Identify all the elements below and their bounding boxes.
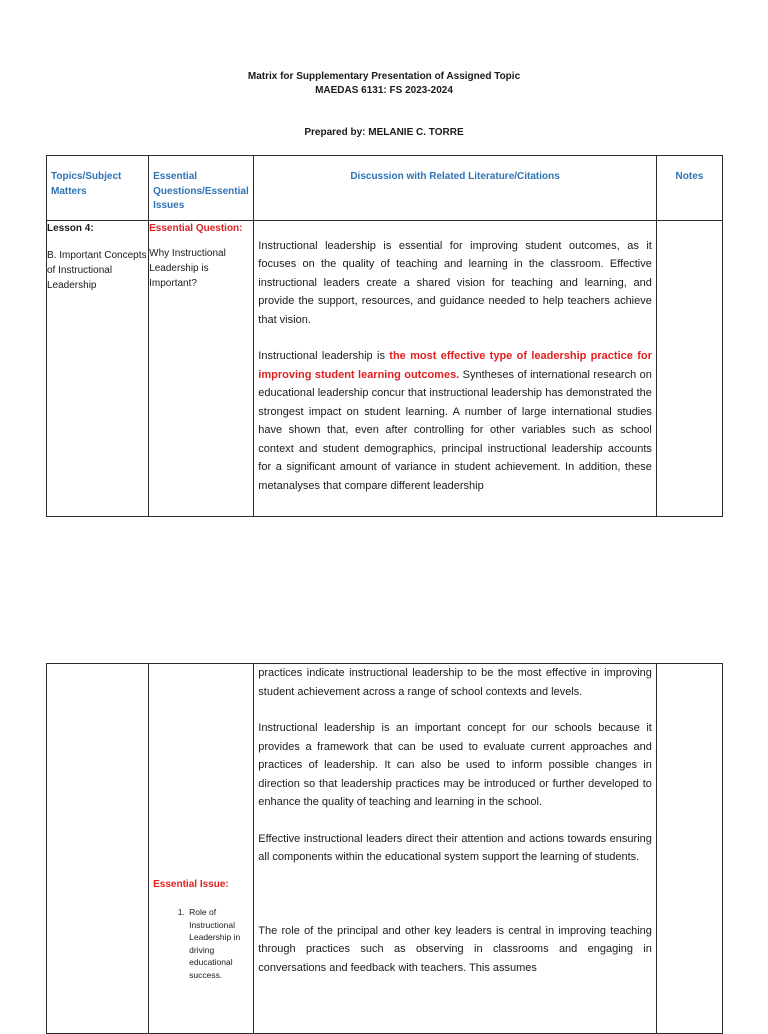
essential-issue-label: Essential Issue: xyxy=(153,879,229,890)
notes-cell xyxy=(656,664,722,1034)
essential-question-text: Why Instructional Leadership is Important? xyxy=(149,247,226,289)
essential-cell xyxy=(149,664,254,1034)
essential-cell xyxy=(149,220,254,516)
header-discussion: Discussion with Related Literature/Citations xyxy=(254,156,657,221)
topic-cell xyxy=(47,220,149,516)
paragraph-text: Syntheses of international research on educational leadership concur that instructional leadership has demonstrated the strongest impact on student learning. A number of large international studies have shown that, even after controlling for other variables such as school context and student demographics, principal instructional leadership accounts for a significant amount of variance in student achievement. In addition, these metanalyses that compare different leadership xyxy=(258,368,652,492)
discussion-paragraph: Instructional leadership is essential for improving student outcomes, as it focuses on the quality of teaching and learning in the classroom. Effective instructional leaders create a shared vision for teaching and learning, and provide the support, resources, and guidance needed to help teachers achieve that vision. xyxy=(258,239,652,326)
table-row xyxy=(47,220,723,516)
notes-cell xyxy=(656,220,722,516)
discussion-paragraph: practices indicate instructional leadership to be the most effective in improving student achievement across a range of school contexts and levels. xyxy=(258,667,652,698)
topic-cell xyxy=(47,664,149,1034)
topic-text: B. Important Concepts of Instructional Leadership xyxy=(47,249,147,291)
discussion-cell xyxy=(254,220,657,516)
discussion-cell xyxy=(254,664,657,1034)
header-essential: Essential Questions/Essential Issues xyxy=(149,156,254,221)
paragraph-text: Instructional leadership is xyxy=(258,350,390,362)
list-item: 1. Role of Instructional Leadership in driving educational success. xyxy=(187,906,249,982)
prepared-by: Prepared by: MELANIE C. TORRE xyxy=(304,127,464,138)
essential-issue-list xyxy=(153,906,249,982)
discussion-paragraph: Instructional leadership is an important concept for our schools because it provides a framework that can be used to evaluate current approaches and practices of leadership. It can also be used to inform possible changes in direction so that leadership practices may be introduced or further developed to enhance the quality of teaching and learning in the school. xyxy=(258,722,652,808)
table-header-row xyxy=(47,156,723,221)
lesson-label: Lesson 4: xyxy=(47,222,94,234)
document-title: Matrix for Supplementary Presentation of Assigned Topic xyxy=(247,71,521,82)
discussion-paragraph: The role of the principal and other key leaders is central in improving teaching through practices such as observing in classrooms and engaging in conversations and feedback with teachers. This assumes xyxy=(258,924,652,974)
header-notes: Notes xyxy=(656,156,722,221)
table-row xyxy=(47,664,723,1034)
matrix-table-page2 xyxy=(46,663,723,1034)
emphasis-text: the most effective type of leadership practice for improving student learning outcomes. xyxy=(258,350,652,381)
course-code: MAEDAS 6131: FS 2023-2024 xyxy=(315,85,453,96)
header-topics: Topics/Subject Matters xyxy=(47,156,149,221)
discussion-paragraph: Effective instructional leaders direct their attention and actions towards ensuring all components within the educational system support the learning of students. xyxy=(258,832,652,863)
matrix-table-page1 xyxy=(46,155,723,517)
essential-question-label: Essential Question: xyxy=(149,222,243,234)
discussion-paragraph xyxy=(258,347,652,495)
